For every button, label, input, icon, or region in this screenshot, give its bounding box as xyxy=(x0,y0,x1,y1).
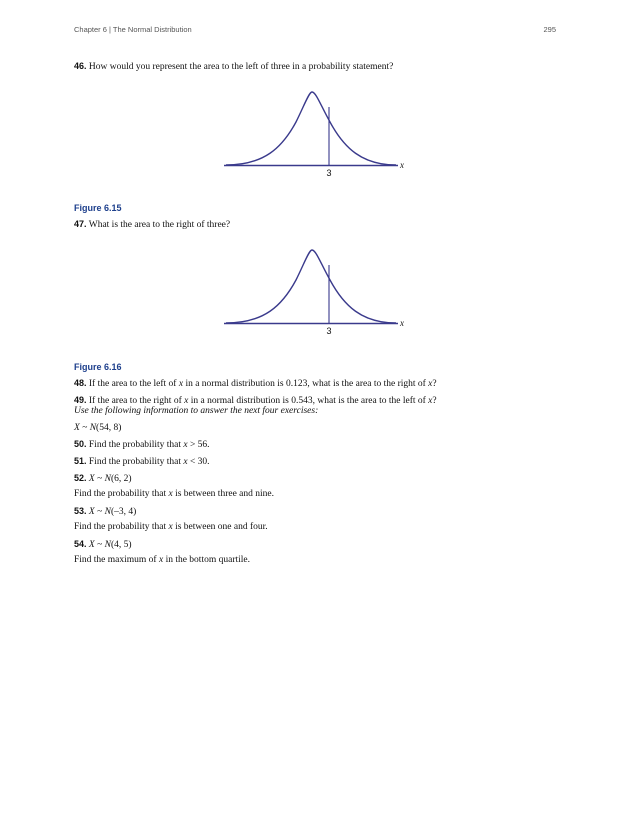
exercise-52 xyxy=(74,472,132,485)
exercise-54 xyxy=(74,538,132,551)
axis-variable-label: x xyxy=(400,160,404,170)
exercise-text: ? xyxy=(432,396,437,406)
params: (–3, 4) xyxy=(110,507,137,517)
exercise-52-question xyxy=(74,488,274,500)
exercise-text: How would you represent the area to the left of three in a probability statement? xyxy=(88,62,394,72)
exercise-51 xyxy=(74,455,210,468)
variable: x xyxy=(168,522,173,532)
exercise-text: Find the probability that xyxy=(88,457,184,467)
exercise-number: 49. xyxy=(74,395,87,405)
variable: x xyxy=(168,489,173,499)
exercise-text: Find the probability that xyxy=(74,489,169,499)
page-number: 295 xyxy=(543,25,556,34)
exercise-text: ? xyxy=(432,379,437,389)
exercise-number: 46. xyxy=(74,61,87,71)
params: (54, 8) xyxy=(96,423,122,433)
params: (6, 2) xyxy=(110,474,132,484)
tilde: ~ xyxy=(94,507,105,517)
normal-curve-plot xyxy=(224,244,414,340)
exercise-text: If the area to the right of xyxy=(88,396,185,406)
normal-symbol: N xyxy=(104,507,111,517)
exercise-46 xyxy=(74,60,393,73)
variable: x xyxy=(428,379,433,389)
exercise-text: If the area to the left of xyxy=(88,379,179,389)
exercise-text: in the bottom quartile. xyxy=(163,555,250,565)
exercise-53 xyxy=(74,505,136,518)
figure-6-15 xyxy=(224,86,414,182)
exercise-number: 53. xyxy=(74,506,87,516)
exercise-48 xyxy=(74,377,437,390)
exercise-number: 47. xyxy=(74,219,87,229)
chapter-title: Chapter 6 | The Normal Distribution xyxy=(74,25,192,34)
instruction-text: Use the following information to answer the next four exercises: xyxy=(74,406,319,416)
exercise-text: in a normal distribution is 0.543, what is the area to the left of xyxy=(188,396,429,406)
exercise-number: 52. xyxy=(74,473,87,483)
page-header xyxy=(74,25,556,37)
exercise-50 xyxy=(74,438,210,451)
variable: x xyxy=(178,379,184,389)
exercise-text: Find the probability that xyxy=(74,522,169,532)
exercise-text: in a normal distribution is 0.123, what is the area to the right of xyxy=(183,379,429,389)
exercise-text: Find the maximum of xyxy=(74,555,159,565)
exercise-text: What is the area to the right of three? xyxy=(88,220,231,230)
tilde: ~ xyxy=(79,423,90,433)
figure-6-16 xyxy=(224,244,414,340)
params: (4, 5) xyxy=(110,540,132,550)
variable: X xyxy=(74,423,80,433)
variable: X xyxy=(88,507,95,517)
distribution-definition xyxy=(74,422,121,434)
exercise-number: 51. xyxy=(74,456,87,466)
variable: X xyxy=(88,474,95,484)
exercise-number: 50. xyxy=(74,439,87,449)
exercise-text: is between three and nine. xyxy=(172,489,274,499)
exercise-47 xyxy=(74,218,230,231)
normal-symbol: N xyxy=(104,540,111,550)
variable: x xyxy=(183,457,188,467)
normal-curve xyxy=(226,92,396,165)
variable: x xyxy=(183,440,188,450)
figure-caption: Figure 6.15 xyxy=(74,203,122,213)
exercise-text: > 56. xyxy=(187,440,210,450)
normal-symbol: N xyxy=(89,423,97,433)
exercise-53-question xyxy=(74,521,268,533)
normal-curve-plot xyxy=(224,86,414,182)
exercise-text: < 30. xyxy=(187,457,210,467)
tick-label: 3 xyxy=(326,326,332,336)
variable: x xyxy=(184,396,189,406)
normal-curve xyxy=(226,250,396,323)
figure-caption: Figure 6.16 xyxy=(74,362,122,372)
exercise-number: 54. xyxy=(74,539,87,549)
exercise-text: Find the probability that xyxy=(88,440,184,450)
variable: X xyxy=(88,540,95,550)
tick-label: 3 xyxy=(326,168,332,178)
exercise-54-question xyxy=(74,554,250,566)
exercise-text: is between one and four. xyxy=(172,522,268,532)
exercise-number: 48. xyxy=(74,378,87,388)
tilde: ~ xyxy=(94,540,105,550)
variable: x xyxy=(428,396,433,406)
tilde: ~ xyxy=(94,474,105,484)
axis-variable-label: x xyxy=(400,318,404,328)
variable: x xyxy=(158,555,164,565)
normal-symbol: N xyxy=(104,474,111,484)
